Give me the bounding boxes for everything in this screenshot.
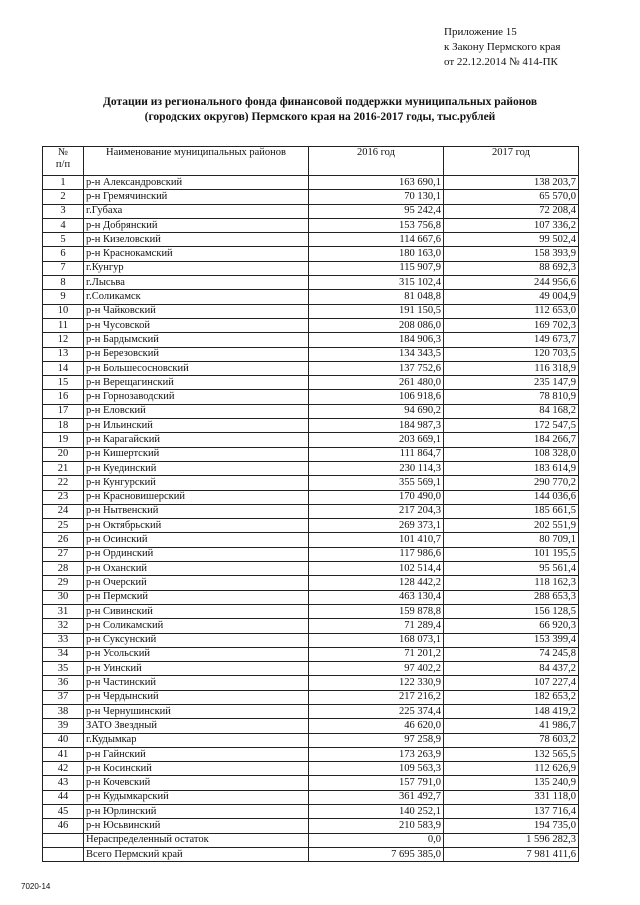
row-name: г.Соликамск: [84, 290, 309, 304]
table-row: [43, 447, 579, 461]
row-number: 14: [43, 361, 84, 375]
table-header-row: [43, 147, 579, 176]
row-value-2016: 203 669,1: [309, 433, 444, 447]
row-number: 37: [43, 690, 84, 704]
row-value-2016: 217 216,2: [309, 690, 444, 704]
row-number: 33: [43, 633, 84, 647]
row-number: 36: [43, 676, 84, 690]
table-row: [43, 533, 579, 547]
row-value-2016: 109 563,3: [309, 762, 444, 776]
title-line-2: (городских округов) Пермского края на 2016-2017 годы, тыс.рублей: [144, 111, 496, 123]
row-name: р-н Чердынский: [84, 690, 309, 704]
row-name: р-н Кунгурский: [84, 476, 309, 490]
table-row: [43, 733, 579, 747]
table-row: [43, 490, 579, 504]
row-value-2017: 66 920,3: [444, 619, 579, 633]
table-row: [43, 461, 579, 475]
footer-code: 7020-14: [21, 882, 51, 891]
header-2017: 2017 год: [444, 147, 579, 176]
row-value-2017: 288 653,3: [444, 590, 579, 604]
row-value-2016: 230 114,3: [309, 461, 444, 475]
table-row: [43, 790, 579, 804]
row-number: 43: [43, 776, 84, 790]
row-value-2017: 65 570,0: [444, 190, 579, 204]
table-row: [43, 576, 579, 590]
row-name: р-н Юсьвинский: [84, 819, 309, 833]
row-value-2017: 185 661,5: [444, 504, 579, 518]
row-number: 26: [43, 533, 84, 547]
row-value-2017: 80 709,1: [444, 533, 579, 547]
row-number: 29: [43, 576, 84, 590]
row-value-2016: 71 201,2: [309, 647, 444, 661]
row-number: 18: [43, 419, 84, 433]
table-row: [43, 819, 579, 833]
row-number: 46: [43, 819, 84, 833]
row-name: р-н Частинский: [84, 676, 309, 690]
table-row: [43, 261, 579, 275]
row-number: 24: [43, 504, 84, 518]
row-number: 21: [43, 461, 84, 475]
row-name: р-н Усольский: [84, 647, 309, 661]
row-name: р-н Куединский: [84, 461, 309, 475]
row-value-2017: 118 162,3: [444, 576, 579, 590]
row-number: 19: [43, 433, 84, 447]
appendix-line-1: Приложение 15: [444, 26, 517, 38]
row-value-2016: 463 130,4: [309, 590, 444, 604]
row-value-2016: 7 695 385,0: [309, 847, 444, 861]
table-row: [43, 562, 579, 576]
row-name: р-н Чусовской: [84, 318, 309, 332]
row-value-2016: 81 048,8: [309, 290, 444, 304]
row-number: 44: [43, 790, 84, 804]
row-number: 42: [43, 762, 84, 776]
row-name: р-н Красновишерский: [84, 490, 309, 504]
row-number: 10: [43, 304, 84, 318]
row-name: р-н Очерский: [84, 576, 309, 590]
table-row: [43, 233, 579, 247]
table-row: [43, 833, 579, 847]
row-value-2017: 169 702,3: [444, 318, 579, 332]
row-value-2016: 106 918,6: [309, 390, 444, 404]
table-row: [43, 333, 579, 347]
row-number: 20: [43, 447, 84, 461]
table-row: [43, 347, 579, 361]
row-value-2016: 122 330,9: [309, 676, 444, 690]
appendix-block: [444, 25, 560, 70]
row-number: 22: [43, 476, 84, 490]
row-name: р-н Чайковский: [84, 304, 309, 318]
row-value-2017: 78 603,2: [444, 733, 579, 747]
row-value-2016: 137 752,6: [309, 361, 444, 375]
table-row: [43, 647, 579, 661]
row-value-2017: 95 561,4: [444, 562, 579, 576]
row-number: 27: [43, 547, 84, 561]
row-value-2016: 173 263,9: [309, 747, 444, 761]
row-name: р-н Ильинский: [84, 419, 309, 433]
row-number: 31: [43, 604, 84, 618]
row-name: р-н Гремячинский: [84, 190, 309, 204]
row-value-2016: 97 402,2: [309, 662, 444, 676]
row-value-2016: 208 086,0: [309, 318, 444, 332]
table-row: [43, 519, 579, 533]
row-name: г.Лысьва: [84, 276, 309, 290]
row-value-2017: 153 399,4: [444, 633, 579, 647]
row-value-2017: 144 036,6: [444, 490, 579, 504]
row-value-2017: 116 318,9: [444, 361, 579, 375]
row-name: р-н Соликамский: [84, 619, 309, 633]
row-name: р-н Ординский: [84, 547, 309, 561]
row-value-2016: 94 690,2: [309, 404, 444, 418]
row-value-2017: 107 336,2: [444, 218, 579, 232]
row-name: Нераспределенный остаток: [84, 833, 309, 847]
row-value-2017: 78 810,9: [444, 390, 579, 404]
row-number: [43, 847, 84, 861]
row-number: 11: [43, 318, 84, 332]
row-value-2017: 290 770,2: [444, 476, 579, 490]
table-row: [43, 218, 579, 232]
row-number: 45: [43, 805, 84, 819]
row-value-2017: 107 227,4: [444, 676, 579, 690]
header-num-label: №: [57, 147, 69, 158]
row-value-2016: 115 907,9: [309, 261, 444, 275]
row-value-2016: 95 242,4: [309, 204, 444, 218]
table-body: [43, 176, 579, 862]
row-value-2017: 148 419,2: [444, 704, 579, 718]
row-number: 34: [43, 647, 84, 661]
row-value-2016: 355 569,1: [309, 476, 444, 490]
row-value-2017: 331 118,0: [444, 790, 579, 804]
table-row: [43, 847, 579, 861]
table-row: [43, 247, 579, 261]
row-name: р-н Уинский: [84, 662, 309, 676]
row-number: 30: [43, 590, 84, 604]
row-value-2016: 180 163,0: [309, 247, 444, 261]
row-value-2016: 70 130,1: [309, 190, 444, 204]
table-row: [43, 547, 579, 561]
header-num: [43, 147, 84, 176]
row-value-2017: 112 626,9: [444, 762, 579, 776]
table-row: [43, 433, 579, 447]
row-number: 13: [43, 347, 84, 361]
row-number: 40: [43, 733, 84, 747]
appendix-line-2: к Закону Пермского края: [444, 41, 561, 53]
table-row: [43, 690, 579, 704]
table-row: [43, 404, 579, 418]
row-name: р-н Горнозаводский: [84, 390, 309, 404]
table-row: [43, 704, 579, 718]
title-line-1: Дотации из регионального фонда финансовой поддержки муниципальных районов: [102, 96, 538, 108]
row-value-2017: 158 393,9: [444, 247, 579, 261]
row-value-2016: 153 756,8: [309, 218, 444, 232]
row-value-2017: 183 614,9: [444, 461, 579, 475]
row-value-2016: 111 864,7: [309, 447, 444, 461]
row-value-2017: 135 240,9: [444, 776, 579, 790]
row-number: 3: [43, 204, 84, 218]
table-row: [43, 590, 579, 604]
row-name: р-н Бардымский: [84, 333, 309, 347]
row-name: р-н Карагайский: [84, 433, 309, 447]
row-name: Всего Пермский край: [84, 847, 309, 861]
row-value-2017: 99 502,4: [444, 233, 579, 247]
row-value-2016: 114 667,6: [309, 233, 444, 247]
row-number: 16: [43, 390, 84, 404]
row-value-2016: 101 410,7: [309, 533, 444, 547]
row-value-2016: 315 102,4: [309, 276, 444, 290]
row-name: р-н Верещагинский: [84, 376, 309, 390]
row-value-2017: 235 147,9: [444, 376, 579, 390]
row-name: р-н Суксунский: [84, 633, 309, 647]
row-number: 28: [43, 562, 84, 576]
row-name: г.Кудымкар: [84, 733, 309, 747]
table-row: [43, 390, 579, 404]
row-value-2017: 120 703,5: [444, 347, 579, 361]
row-value-2016: 117 986,6: [309, 547, 444, 561]
table-row: [43, 476, 579, 490]
row-name: р-н Краснокамский: [84, 247, 309, 261]
row-name: р-н Пермский: [84, 590, 309, 604]
table-row: [43, 376, 579, 390]
row-number: 39: [43, 719, 84, 733]
row-value-2017: 74 245,8: [444, 647, 579, 661]
table-row: [43, 805, 579, 819]
row-value-2017: 101 195,5: [444, 547, 579, 561]
row-number: 7: [43, 261, 84, 275]
table-row: [43, 662, 579, 676]
row-value-2016: 184 987,3: [309, 419, 444, 433]
row-value-2016: 97 258,9: [309, 733, 444, 747]
table-row: [43, 290, 579, 304]
row-value-2016: 102 514,4: [309, 562, 444, 576]
row-number: [43, 833, 84, 847]
row-value-2017: 244 956,6: [444, 276, 579, 290]
row-name: р-н Гайнский: [84, 747, 309, 761]
row-value-2017: 156 128,5: [444, 604, 579, 618]
table-row: [43, 747, 579, 761]
row-number: 6: [43, 247, 84, 261]
row-value-2017: 137 716,4: [444, 805, 579, 819]
row-value-2016: 170 490,0: [309, 490, 444, 504]
row-value-2016: 71 289,4: [309, 619, 444, 633]
row-name: р-н Октябрьский: [84, 519, 309, 533]
row-name: г.Кунгур: [84, 261, 309, 275]
header-2016: 2016 год: [309, 147, 444, 176]
row-name: р-н Кишертский: [84, 447, 309, 461]
row-name: р-н Оханский: [84, 562, 309, 576]
row-value-2016: 217 204,3: [309, 504, 444, 518]
table-row: [43, 204, 579, 218]
table-row: [43, 604, 579, 618]
row-name: р-н Большесосновский: [84, 361, 309, 375]
row-number: 1: [43, 176, 84, 190]
table-row: [43, 276, 579, 290]
row-number: 5: [43, 233, 84, 247]
row-name: р-н Александровский: [84, 176, 309, 190]
row-value-2017: 41 986,7: [444, 719, 579, 733]
row-number: 32: [43, 619, 84, 633]
row-number: 8: [43, 276, 84, 290]
table-row: [43, 504, 579, 518]
row-name: р-н Осинский: [84, 533, 309, 547]
row-name: р-н Добрянский: [84, 218, 309, 232]
row-value-2016: 163 690,1: [309, 176, 444, 190]
row-value-2017: 202 551,9: [444, 519, 579, 533]
row-value-2017: 84 437,2: [444, 662, 579, 676]
row-number: 2: [43, 190, 84, 204]
row-name: р-н Нытвенский: [84, 504, 309, 518]
table-row: [43, 776, 579, 790]
row-name: р-н Кизеловский: [84, 233, 309, 247]
row-value-2017: 7 981 411,6: [444, 847, 579, 861]
row-value-2017: 182 653,2: [444, 690, 579, 704]
row-number: 15: [43, 376, 84, 390]
table-row: [43, 318, 579, 332]
table-row: [43, 304, 579, 318]
row-value-2016: 46 620,0: [309, 719, 444, 733]
row-value-2017: 172 547,5: [444, 419, 579, 433]
row-value-2016: 269 373,1: [309, 519, 444, 533]
table-row: [43, 633, 579, 647]
table-row: [43, 619, 579, 633]
row-value-2016: 128 442,2: [309, 576, 444, 590]
row-name: ЗАТО Звездный: [84, 719, 309, 733]
row-value-2016: 225 374,4: [309, 704, 444, 718]
row-number: 41: [43, 747, 84, 761]
row-number: 9: [43, 290, 84, 304]
table-row: [43, 762, 579, 776]
header-name: Наименование муниципальных районов: [84, 147, 309, 176]
row-value-2017: 84 168,2: [444, 404, 579, 418]
row-name: р-н Еловский: [84, 404, 309, 418]
row-value-2017: 194 735,0: [444, 819, 579, 833]
row-name: р-н Юрлинский: [84, 805, 309, 819]
table-row: [43, 676, 579, 690]
row-name: р-н Кочевский: [84, 776, 309, 790]
appendix-line-3: от 22.12.2014 № 414-ПК: [444, 56, 558, 68]
row-number: 4: [43, 218, 84, 232]
row-name: р-н Косинский: [84, 762, 309, 776]
table-row: [43, 361, 579, 375]
row-value-2017: 1 596 282,3: [444, 833, 579, 847]
row-number: 23: [43, 490, 84, 504]
row-value-2016: 261 480,0: [309, 376, 444, 390]
row-number: 17: [43, 404, 84, 418]
row-value-2017: 72 208,4: [444, 204, 579, 218]
row-number: 25: [43, 519, 84, 533]
row-value-2016: 157 791,0: [309, 776, 444, 790]
row-value-2016: 134 343,5: [309, 347, 444, 361]
table-row: [43, 176, 579, 190]
row-number: 35: [43, 662, 84, 676]
row-number: 38: [43, 704, 84, 718]
row-name: р-н Чернушинский: [84, 704, 309, 718]
row-value-2016: 140 252,1: [309, 805, 444, 819]
row-name: р-н Березовский: [84, 347, 309, 361]
row-number: 12: [43, 333, 84, 347]
row-value-2017: 132 565,5: [444, 747, 579, 761]
subsidy-table: [42, 146, 579, 862]
table-row: [43, 419, 579, 433]
table-row: [43, 190, 579, 204]
row-value-2016: 184 906,3: [309, 333, 444, 347]
row-value-2016: 0,0: [309, 833, 444, 847]
row-name: р-н Кудымкарский: [84, 790, 309, 804]
row-value-2017: 112 653,0: [444, 304, 579, 318]
row-name: р-н Сивинский: [84, 604, 309, 618]
row-value-2016: 168 073,1: [309, 633, 444, 647]
row-name: г.Губаха: [84, 204, 309, 218]
row-value-2017: 149 673,7: [444, 333, 579, 347]
row-value-2017: 138 203,7: [444, 176, 579, 190]
row-value-2017: 108 328,0: [444, 447, 579, 461]
row-value-2017: 88 692,3: [444, 261, 579, 275]
row-value-2016: 191 150,5: [309, 304, 444, 318]
row-value-2017: 184 266,7: [444, 433, 579, 447]
row-value-2016: 361 492,7: [309, 790, 444, 804]
row-value-2016: 159 878,8: [309, 604, 444, 618]
row-value-2016: 210 583,9: [309, 819, 444, 833]
header-num-sub: п/п: [55, 159, 71, 170]
row-value-2017: 49 004,9: [444, 290, 579, 304]
table-row: [43, 719, 579, 733]
document-title: [60, 95, 580, 125]
